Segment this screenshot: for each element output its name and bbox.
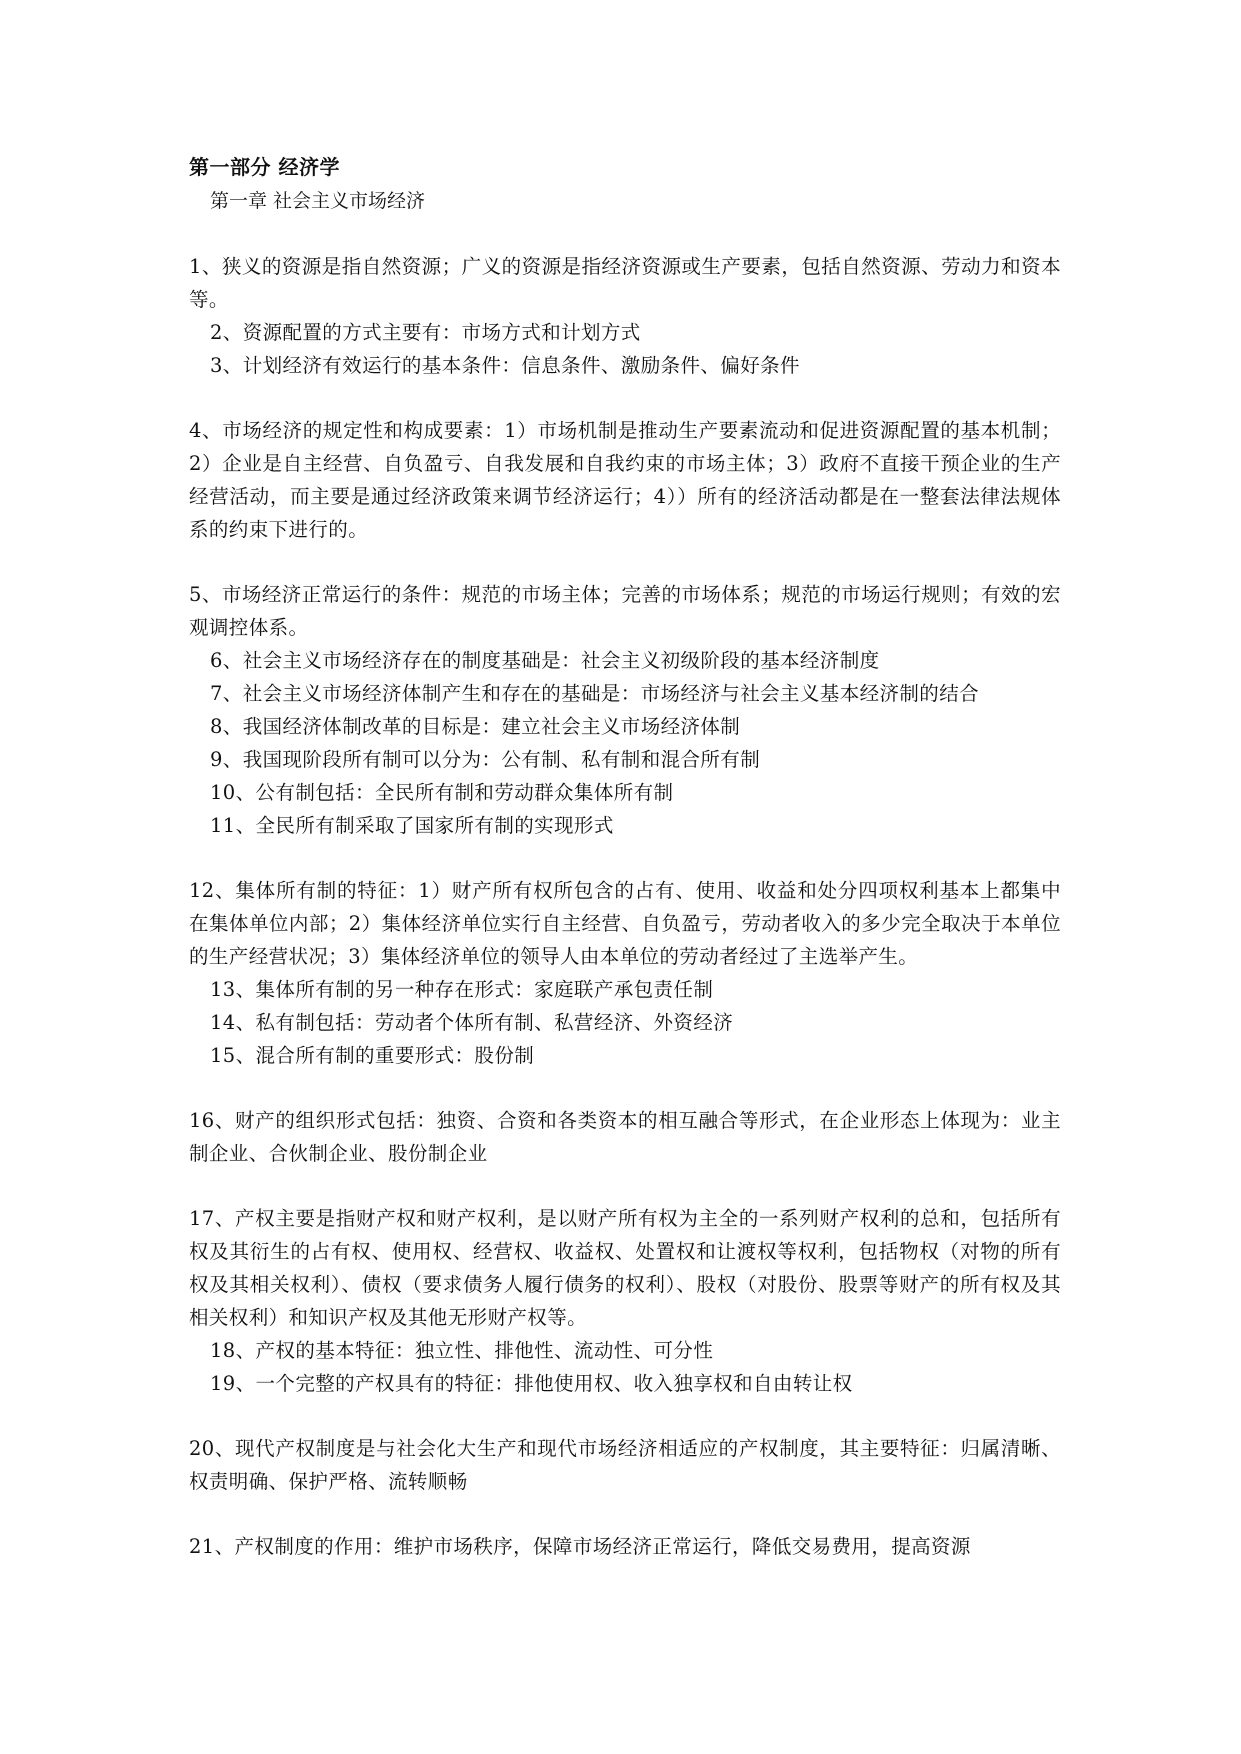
spacer xyxy=(189,1170,1061,1202)
document-page xyxy=(189,150,1061,1563)
item-18: 18、产权的基本特征：独立性、排他性、流动性、可分性 xyxy=(210,1339,714,1362)
item-14: 14、私有制包括：劳动者个体所有制、私营经济、外资经济 xyxy=(210,1011,734,1034)
item-20: 20、现代产权制度是与社会化大生产和现代市场经济相适应的产权制度，其主要特征：归属清晰、权责明确、保护严格、流转顺畅 xyxy=(189,1437,1061,1493)
spacer xyxy=(189,842,1061,874)
spacer xyxy=(189,1498,1061,1530)
item-8: 8、我国经济体制改革的目标是：建立社会主义市场经济体制 xyxy=(210,715,741,738)
item-11: 11、全民所有制采取了国家所有制的实现形式 xyxy=(210,814,614,837)
item-17: 17、产权主要是指财产权和财产权利，是以财产所有权为主全的一系列财产权利的总和，包括所有权及其衍生的占有权、使用权、经营权、收益权、处置权和让渡权等权利，包括物权（对物的所有权及其相关权利）、债权（要求债务人履行债务的权利）、股权（对股份、股票等财产的所有权及其相关权利）和知识产权及其他无形财产权等。 xyxy=(189,1207,1061,1329)
item-1: 1、狭义的资源是指自然资源；广义的资源是指经济资源或生产要素，包括自然资源、劳动力和资本等。 xyxy=(189,255,1061,311)
spacer xyxy=(189,382,1061,414)
item-15: 15、混合所有制的重要形式：股份制 xyxy=(210,1044,535,1067)
item-5: 5、市场经济正常运行的条件：规范的市场主体；完善的市场体系；规范的市场运行规则；有效的宏观调控体系。 xyxy=(189,583,1061,639)
chapter-title: 第一章 社会主义市场经济 xyxy=(210,190,426,212)
item-4: 4、市场经济的规定性和构成要素：1）市场机制是推动生产要素流动和促进资源配置的基本机制；2）企业是自主经营、自负盈亏、自我发展和自我约束的市场主体；3）政府不直接干预企业的生产经营活动，而主要是通过经济政策来调节经济运行；4））所有的经济活动都是在一整套法律法规体系的约束下进行的。 xyxy=(189,419,1061,541)
part-title: 第一部分 经济学 xyxy=(189,155,340,179)
item-16: 16、财产的组织形式包括：独资、合资和各类资本的相互融合等形式，在企业形态上体现为：业主制企业、合伙制企业、股份制企业 xyxy=(189,1109,1061,1165)
item-9: 9、我国现阶段所有制可以分为：公有制、私有制和混合所有制 xyxy=(210,748,761,771)
item-3: 3、计划经济有效运行的基本条件：信息条件、激励条件、偏好条件 xyxy=(210,354,800,377)
spacer xyxy=(189,1072,1061,1104)
item-21: 21、产权制度的作用：维护市场秩序，保障市场经济正常运行，降低交易费用，提高资源 xyxy=(189,1535,971,1558)
spacer xyxy=(189,218,1061,250)
item-19: 19、一个完整的产权具有的特征：排他使用权、收入独享权和自由转让权 xyxy=(210,1372,853,1395)
item-12: 12、集体所有制的特征：1）财产所有权所包含的占有、使用、收益和处分四项权利基本上都集中在集体单位内部；2）集体经济单位实行自主经营、自负盈亏，劳动者收入的多少完全取决于本单位的生产经营状况；3）集体经济单位的领导人由本单位的劳动者经过了主选举产生。 xyxy=(189,879,1061,968)
item-10: 10、公有制包括：全民所有制和劳动群众集体所有制 xyxy=(210,781,674,804)
item-2: 2、资源配置的方式主要有：市场方式和计划方式 xyxy=(210,321,641,344)
item-13: 13、集体所有制的另一种存在形式：家庭联产承包责任制 xyxy=(210,978,714,1001)
item-7: 7、社会主义市场经济体制产生和存在的基础是：市场经济与社会主义基本经济制的结合 xyxy=(210,682,980,705)
item-6: 6、社会主义市场经济存在的制度基础是：社会主义初级阶段的基本经济制度 xyxy=(210,649,880,672)
spacer xyxy=(189,1400,1061,1432)
spacer xyxy=(189,546,1061,578)
